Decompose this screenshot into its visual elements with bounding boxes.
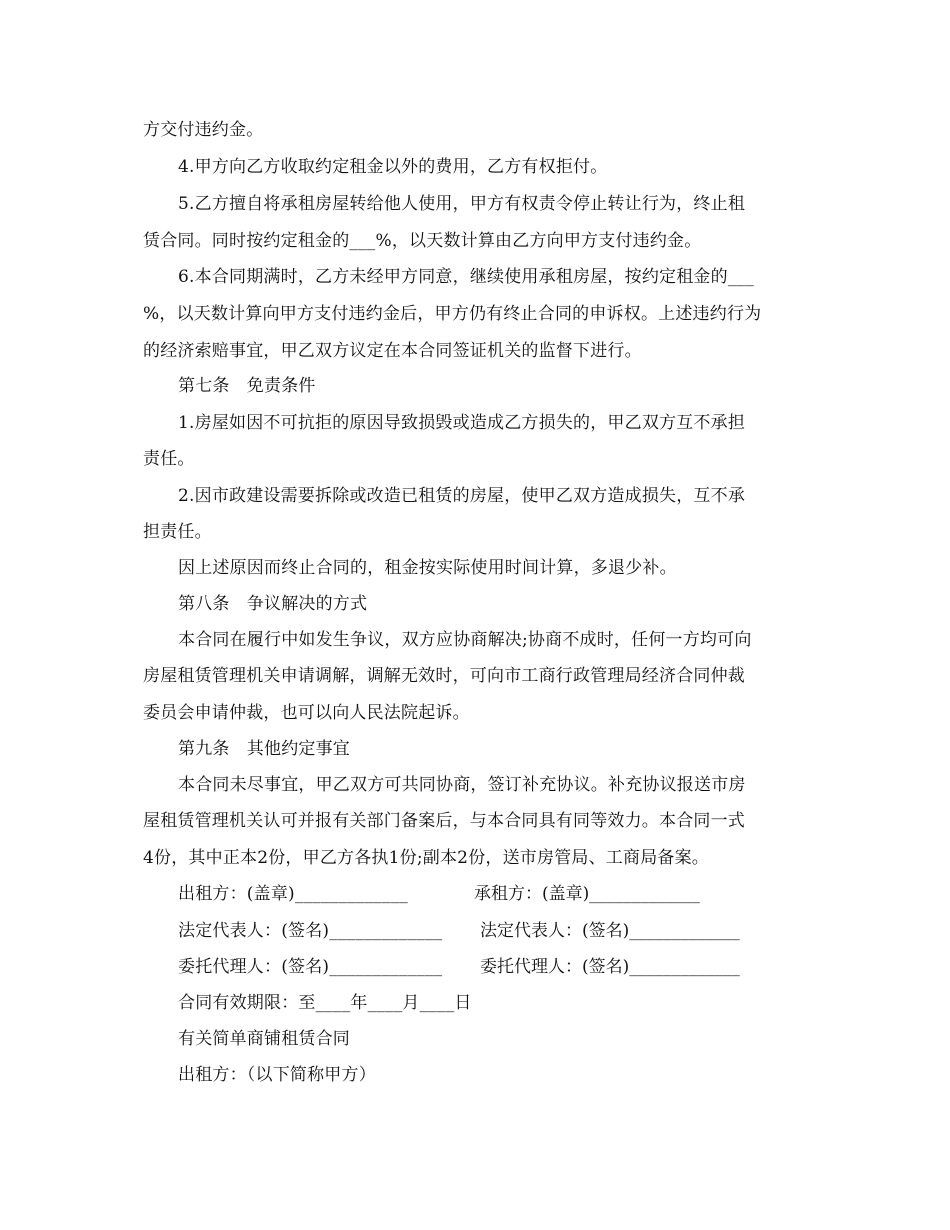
paragraph-line: 担责任。 [143,522,212,542]
paragraph-line: %，以天数计算向甲方支付违约金后，甲方仍有终止合同的申诉权。上述违约行为 [143,304,762,324]
section-heading: 第九条 其他约定事宜 [178,739,350,759]
lessor-agent-line: 委托代理人：(签名)_____________ [178,957,443,977]
paragraph-line: 委员会申请仲裁，也可以向人民法院起诉。 [143,703,470,723]
lessee-representative-line: 法定代表人：(签名)_____________ [480,921,740,941]
paragraph-line: 因上述原因而终止合同的，租金按实际使用时间计算，多退少补。 [178,558,677,578]
paragraph-line: 方交付违约金。 [143,120,264,140]
paragraph-line: 本合同未尽事宜，甲乙双方可共同协商，签订补充协议。补充协议报送市房 [178,775,746,795]
paragraph-line: 5.乙方擅自将承租房屋转给他人使用，甲方有权责令停止转让行为，终止租 [178,194,746,214]
paragraph-line: 4份，其中正本2份，甲乙方各执1份;副本2份，送市房管局、工商局备案。 [143,848,709,868]
validity-line: 合同有效期限：至____年____月____日 [178,993,472,1013]
paragraph-line: 2.因市政建设需要拆除或改造已租赁的房屋，使甲乙双方造成损失，互不承 [178,486,746,506]
lessee-agent-line: 委托代理人：(签名)_____________ [480,957,740,977]
paragraph-line: 赁合同。同时按约定租金的___%，以天数计算由乙方向甲方支付违约金。 [143,231,702,251]
paragraph-line: 本合同在履行中如发生争议，双方应协商解决;协商不成时，任何一方均可向 [178,630,752,650]
paragraph-line: 4.甲方向乙方收取约定租金以外的费用，乙方有权拒付。 [178,157,608,177]
lessor-signature-line: 出租方：(盖章)_____________ [178,884,408,904]
lessor-representative-line: 法定代表人：(签名)_____________ [178,921,443,941]
section-heading: 第七条 免责条件 [178,376,316,396]
lessee-signature-line: 承租方：(盖章)_____________ [474,884,700,904]
paragraph-line: 的经济索赔事宜，甲乙双方议定在本合同签证机关的监督下进行。 [143,341,642,361]
section-heading: 第八条 争议解决的方式 [178,594,368,614]
paragraph-line: 责任。 [143,449,195,469]
paragraph-line: 屋租赁管理机关认可并报有关部门备案后，与本合同具有同等效力。本合同一式 [143,811,745,831]
paragraph-line: 6.本合同期满时，乙方未经甲方同意，继续使用承租房屋，按约定租金的___ [178,267,754,287]
next-lessor-line: 出租方：（以下简称甲方） [178,1065,376,1085]
paragraph-line: 1.房屋如因不可抗拒的原因导致损毁或造成乙方损失的，甲乙双方互不承担 [178,413,746,433]
next-contract-title: 有关简单商铺租赁合同 [178,1029,350,1049]
paragraph-line: 房屋租赁管理机关申请调解，调解无效时，可向市工商行政管理局经济合同仲裁 [143,666,745,686]
